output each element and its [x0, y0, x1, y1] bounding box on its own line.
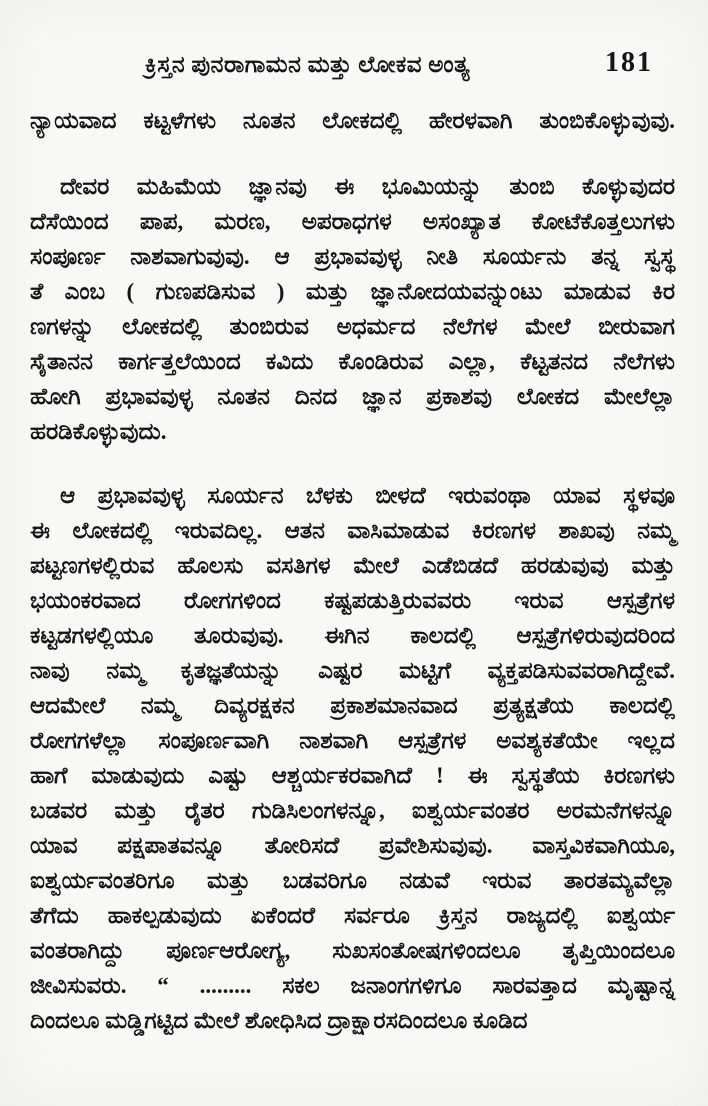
- text-line: ದಿಂದಲೂ ಮಡ್ಡಿಗಟ್ಟಿದ ಮೇಲೆ ಶೋಧಿಸಿದ ದ್ರಾಕ್ಷಾರಸದಿಂದಲೂ ಕೂಡಿದ: [30, 1008, 528, 1033]
- text-line: ದೇವರ ಮಹಿಮೆಯ ಜ್ಞಾನವು ಈ ಭೂಮಿಯನ್ನು ತುಂಬಿ ಕೊಳ್ಳುವುದರ: [60, 174, 675, 199]
- text-line: ಹಾಗೆ ಮಾಡುವುದು ಎಷ್ಟು ಆಶ್ಚರ್ಯಕರವಾಗಿದೆ ! ಈ ಸ್ವಸ್ಥತೆಯ ಕಿರಣಗಳು: [30, 763, 675, 788]
- paragraph-2: [30, 478, 675, 1038]
- text-line: ನಾವು ನಮ್ಮ ಕೃತಜ್ಞತೆಯನ್ನು ಎಷ್ಟರ ಮಟ್ಟಿಗೆ ವ್ಯಕ್ತಪಡಿಸುವವರಾಗಿದ್ದೇವೆ.: [30, 658, 675, 683]
- text-line: ಸೈತಾನನ ಕಾರ್ಗತ್ತಲೆಯಿಂದ ಕವಿದು ಕೊಂಡಿರುವ ಎಲ್ಲಾ, ಕೆಟ್ಟತನದ ನೆಲೆಗಳು: [30, 349, 675, 374]
- text-line: ಸಂಪೂರ್ಣ ನಾಶವಾಗುವುವು. ಆ ಪ್ರಭಾವವುಳ್ಳ ನೀತಿ ಸೂರ್ಯನು ತನ್ನ ಸ್ವಸ್ಥ: [30, 244, 675, 269]
- text-line: ಜೀವಿಸುವರು. “ ......... ಸಕಲ ಜನಾಂಗಗಳಿಗೂ ಸಾರವತ್ತಾದ ಮೃಷ್ಟಾನ್ನ: [30, 973, 675, 998]
- text-line: ತೆಗೆದು ಹಾಕಲ್ಪಡುವುದು ಏಕೆಂದರೆ ಸರ್ವರೂ ಕ್ರಿಸ್ತನ ರಾಜ್ಯದಲ್ಲಿ ಐಶ್ವರ್ಯ: [30, 903, 675, 928]
- paragraph-1: [30, 169, 675, 449]
- text-line: ಐಶ್ವರ್ಯವಂತರಿಗೂ ಮತ್ತು ಬಡವರಿಗೂ ನಡುವೆ ಇರುವ ತಾರತಮ್ಯವೆಲ್ಲಾ: [30, 868, 675, 893]
- text-line: ರೋಗಗಳೆಲ್ಲಾ ಸಂಪೂರ್ಣವಾಗಿ ನಾಶವಾಗಿ ಆಸ್ಪತ್ರೆಗಳ ಅವಶ್ಯಕತೆಯೇ ಇಲ್ಲದ: [30, 728, 675, 753]
- text-line: ಈ ಲೋಕದಲ್ಲಿ ಇರುವದಿಲ್ಲ. ಆತನ ವಾಸಿಮಾಡುವ ಕಿರಣಗಳ ಶಾಖವು ನಮ್ಮ: [30, 518, 675, 543]
- text-line: ಆ ಪ್ರಭಾವವುಳ್ಳ ಸೂರ್ಯನ ಬೆಳಕು ಬೀಳದೆ ಇರುವಂಥಾ ಯಾವ ಸ್ಥಳವೂ: [60, 483, 675, 508]
- running-header: [30, 47, 675, 92]
- chapter-title: ಕ್ರಿಸ್ತನ ಪುನರಾಗಾಮನ ಮತ್ತು ಲೋಕವ ಅಂತ್ಯ: [145, 52, 470, 77]
- text-line: ಆದಮೇಲೆ ನಮ್ಮ ದಿವ್ಯರಕ್ಷಕನ ಪ್ರಕಾಶಮಾನವಾದ ಪ್ರತ್ಯಕ್ಷತೆಯ ಕಾಲದಲ್ಲಿ: [30, 693, 675, 718]
- text-line: ಕಟ್ಟಡಗಳಲ್ಲಿಯೂ ತೂರುವುವು. ಈಗಿನ ಕಾಲದಲ್ಲಿ ಆಸ್ಪತ್ರೆಗಳಿರುವುದರಿಂದ: [30, 623, 675, 648]
- text-line: ವಂತರಾಗಿದ್ದು ಪೂರ್ಣಆರೋಗ್ಯ, ಸುಖಸಂತೋಷಗಳಿಂದಲೂ ತೃಪ್ತಿಯಿಂದಲೂ: [30, 938, 675, 963]
- text-line: ತೆ ಎಂಬ ( ಗುಣಪಡಿಸುವ ) ಮತ್ತು ಜ್ಞಾನೋದಯವನ್ನುಂಟು ಮಾಡುವ ಕಿರ: [30, 279, 675, 304]
- text-line: ಣಗಳನ್ನು ಲೋಕದಲ್ಲಿ ತುಂಬಿರುವ ಅಧರ್ಮದ ನೆಲೆಗಳ ಮೇಲೆ ಬೀರುವಾಗ: [30, 314, 675, 339]
- text-line: ಹರಡಿಕೊಳ್ಳುವುದು.: [30, 419, 167, 444]
- page-body: [30, 103, 675, 1067]
- intro-sentence: ನ್ಯಾಯವಾದ ಕಟ್ಟಳೆಗಳು ನೂತನ ಲೋಕದಲ್ಲಿ ಹೇರಳವಾಗಿ ತುಂಬಿಕೊಳ್ಳುವುವು.: [30, 108, 675, 133]
- text-line: ಪಟ್ಟಣಗಳಲ್ಲಿರುವ ಹೊಲಸು ವಸತಿಗಳ ಮೇಲೆ ಎಡೆಬಿಡದೆ ಹರಡುವುವು ಮತ್ತು: [30, 553, 675, 578]
- text-line: ದೆಸೆಯಿಂದ ಪಾಪ, ಮರಣ, ಅಪರಾಧಗಳ ಅಸಂಖ್ಯಾತ ಕೋಟೆಕೊತ್ತಲುಗಳು: [30, 209, 675, 234]
- page-number: 181: [605, 47, 653, 78]
- text-line: ಯಾವ ಪಕ್ಷಪಾತವನ್ನೂ ತೋರಿಸದೆ ಪ್ರವೇಶಿಸುವುವು. ವಾಸ್ತವಿಕವಾಗಿಯೂ,: [30, 833, 675, 858]
- text-line: ಹೋಗಿ ಪ್ರಭಾವವುಳ್ಳ ನೂತನ ದಿನದ ಜ್ಞಾನ ಪ್ರಕಾಶವು ಲೋಕದ ಮೇಲೆಲ್ಲಾ: [30, 384, 675, 409]
- text-line: ಭಯಂಕರವಾದ ರೋಗಗಳಿಂದ ಕಷ್ಟಪಡುತ್ತಿರುವವರು ಇರುವ ಆಸ್ಪತ್ರೆಗಳ: [30, 588, 675, 613]
- text-line: ಬಡವರ ಮತ್ತು ರೈತರ ಗುಡಿಸಿಲಂಗಳನ್ನೂ, ಐಶ್ವರ್ಯವಂತರ ಅರಮನೆಗಳನ್ನೂ: [30, 798, 675, 823]
